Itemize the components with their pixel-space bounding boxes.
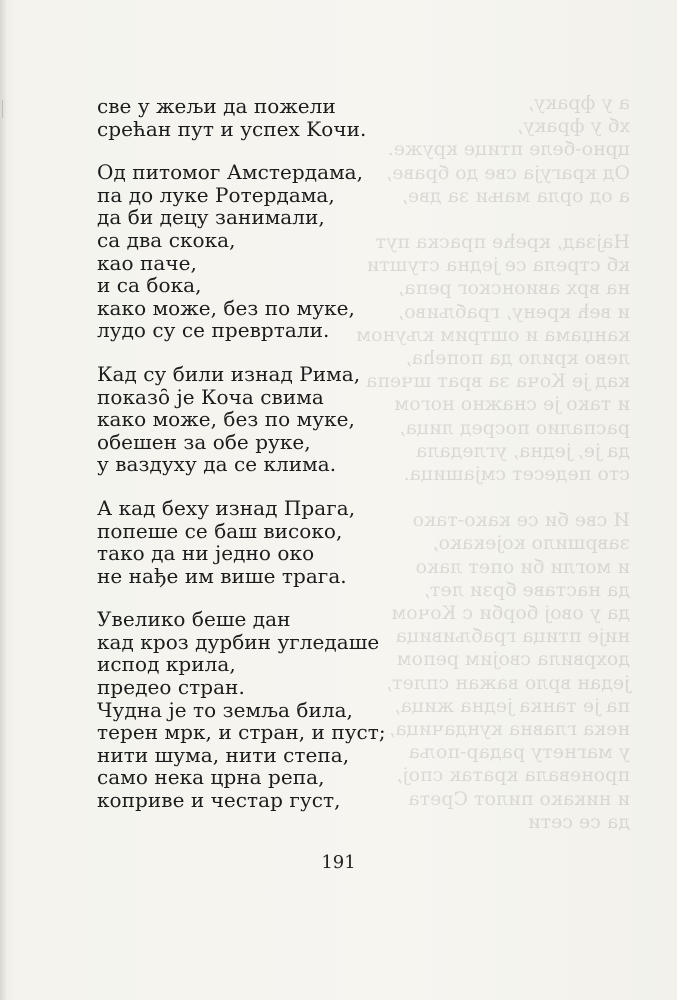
poem-line: са два скока, — [97, 227, 236, 252]
stanza-3 — [97, 363, 387, 476]
poem-line: Од питомог Амстердама, — [97, 160, 364, 185]
poem-line: нити шума, нити степа, — [97, 742, 350, 767]
poem-line: срећан пут и успех Kочи. — [97, 116, 367, 141]
poem-line: Кад су били изнад Рима, — [97, 361, 361, 386]
poem-line: како може, без по муке, — [97, 295, 355, 320]
page-edge-mark — [2, 100, 6, 118]
poem-line: како може, без по муке, — [97, 407, 355, 432]
stanza-2 — [97, 161, 387, 342]
poem-line: испод крила, — [97, 652, 236, 677]
poem-line: Увелико беше дан — [97, 607, 291, 632]
poem-line: и са бока, — [97, 273, 202, 298]
poem-line: кад кроз дурбин угледаше — [97, 629, 380, 654]
poem-line: попеше се баш високо, — [97, 518, 343, 543]
poem-line: тако да ни једно око — [97, 541, 315, 566]
poem-line: предео стран. — [97, 675, 245, 700]
poem-line: коприве и честар густ, — [97, 788, 341, 813]
reverse-side-show-through: а у фраку, хб у фраку, црно-беле птице кружe. Од крагуја све до бравe, а од орла мањи за две, Најзад, креће праска пут кб стрела се једна стушти на врх авионског репа, и већ крену, грабљиво, канџама и оштрим кљуном лево крило да попеhа, кад је Коча за врат шчепа и тако је снажно ногом распалио посред лица, да је, једна, угледала сто педесет смјашица. И све би се како-тако завршило којекако, и могли би опет лако да наставе брзи лет, да у овој борби с Кочом није птица грабљивица дохрвила својим репом један врло важан сплет, па је танка једна жица, нека главна кундачица, у магнету радар-поља проневала кратак спој, и никако пилот Срета да се сети — [356, 92, 630, 833]
poem-line: лудо су се превртали. — [97, 318, 330, 343]
poem-line: само нека црна репа, — [97, 765, 325, 790]
poem-line: Чудна је то земља била, — [97, 697, 353, 722]
poem-line: као паче, — [97, 250, 197, 275]
page-number: 191 — [321, 852, 356, 873]
poem-line: терен мрк, и стран, и пуст; — [97, 720, 386, 745]
poem-text — [97, 95, 387, 833]
poem-line: не нађе им више трага. — [97, 563, 347, 588]
page-binding-edge — [0, 0, 6, 1000]
poem-line: у ваздуху да се клима. — [97, 452, 337, 477]
poem-line: па до луке Ротердама, — [97, 182, 335, 207]
poem-line: да би децу занимали, — [97, 205, 325, 230]
poem-line: све у жељи да пожели — [97, 94, 336, 118]
stanza-5 — [97, 608, 387, 811]
poem-line: А кад беху изнад Прага, — [97, 495, 356, 520]
stanza-1 — [97, 95, 387, 140]
stanza-4 — [97, 497, 387, 587]
poem-line: показо̑ је Коча свима — [97, 384, 324, 409]
poem-line: обешен за обе руке, — [97, 429, 311, 454]
